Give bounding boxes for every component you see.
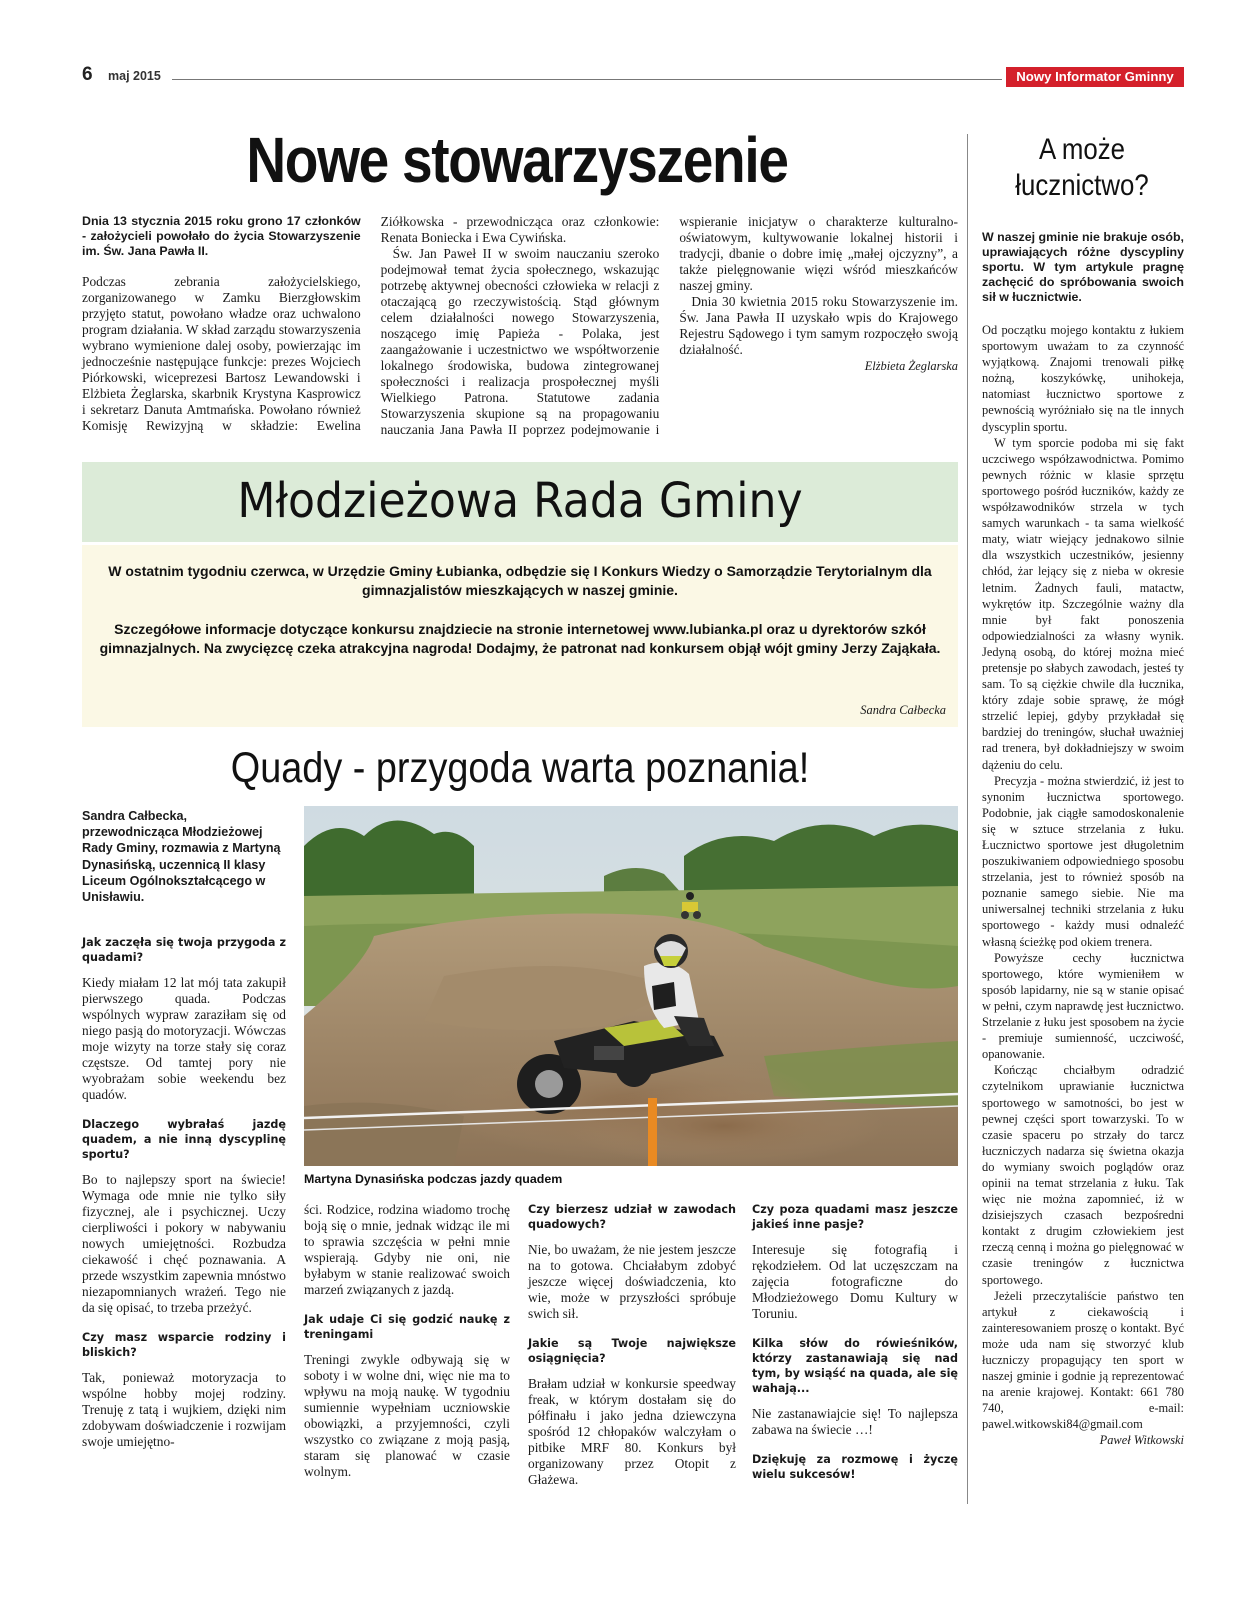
interview-answer: Nie zastanawiajcie się! To najlepsza zabawa na świecie …! (752, 1406, 958, 1437)
interview-question: Jak udaje Ci się godzić naukę z treningami (304, 1313, 510, 1341)
interview-answer: Interesuje się fotografią i rękodziełem. Od lat uczęszczam na zajęcia fotograficzne do Młodzieżowego Domu Kultury w Toruniu. (752, 1242, 958, 1321)
interview-column (82, 935, 286, 1450)
interview-answer: Kiedy miałam 12 lat mój tata zakupił pierwszego quada. Podczas wspólnych wypraw zaraziłam się od niego pasją do motoryzacji. Wówczas moje wizyty na torze stały się coraz częstsze. Od tamtej pory nie wyobrażam sobie weekendu bez quadów. (82, 975, 286, 1102)
interview-question: Kilka słów do rówieśników, którzy zastanawiają się nad tym, by wsiąść na quada, ale się wahają... (752, 1337, 958, 1395)
quad-photo (304, 806, 958, 1166)
sidebar-divider (967, 134, 968, 1504)
youth-council-title: Młodzieżowa Rada Gminy (237, 473, 803, 529)
interview-answer: Bo to najlepszy sport na świecie! Wymaga ode mnie nie tylko siły fizycznej, ale i psychicznej. Uczy cierpliwości i pokory w nabywaniu nowych umiejętności. Rozbudza ciekawość i chęć poznawania. A przede wszystkim zapewnia mnóstwo niezapomnianych wrażeń. Tego nie da się opisać, to trzeba przeżyć. (82, 1172, 286, 1315)
interview-closing: Dziękuję za rozmowę i życzę wielu sukcesów! (752, 1453, 958, 1481)
sidebar-title-line: A może (1038, 133, 1126, 166)
interview-column (528, 1202, 736, 1488)
sidebar-paragraph: Powyższe cechy łucznictwa sportowego, które wymieniłem w sposób lapidarny, nie są w stanie opisać w pełni, czym naprawdę jest łucznictwo. Strzelanie z łuku jest sposobem na życie - premiuje sumienność, uczciwość, opanowanie. (982, 950, 1184, 1062)
interview-question: Dlaczego wybrałaś jazdę quadem, a nie inną dyscyplinę sportu? (82, 1118, 286, 1161)
sidebar-paragraph: Jeżeli przeczytaliście państwo ten artykuł z ciekawością i zainteresowaniem proszę o kontakt. Być może uda nam się stworzyć klub łuczniczy propagujący ten sport w naszej gminie i godnie ją reprezentować na arenie krajowej. Kontakt: 661 780 740, e-mail: pawel.witkowski84@gmail.com (982, 1288, 1184, 1432)
article-title: Nowe stowarzyszenie (246, 124, 788, 196)
photo-caption: Martyna Dynasińska podczas jazdy quadem (304, 1172, 563, 1186)
youth-council-signature: Sandra Całbecka (860, 703, 946, 717)
page-number: 6 (82, 64, 93, 85)
sidebar-paragraph: W tym sporcie podoba mi się fakt uczciwego współzawodnictwa. Pomimo pewnych różnic w klasie sprzętu sportowego pośród łuczników, każdy ze współzawodników strzela w tych samych warunkach - ta sama wielkość maty, wiatr wiejący jednakowo silnie dla wszystkich uczestników, jesienny chłód, żar lejący się z nieba w okresie letnim. Żadnych fauli, matactw, wykrętów itp. Szczególnie ważny dla mnie był fakt ponoszenia odpowiedzialności za własny wynik. Jedyną osobą, do której można mieć pretensje po słabych zawodach, jesteś ty sam. To są ciężkie chwile dla łucznika, który zdaje sobie sprawę, że mógł strzelić lepiej, gdyby przykładał się bardziej do treningów, słuchał uważniej rad trenera, był dokładniejszy w swoim dążeniu do celu. (982, 435, 1184, 772)
interview-question: Czy poza quadami masz jeszcze jakieś inne pasje? (752, 1203, 958, 1231)
quads-intro: Sandra Całbecka, przewodnicząca Młodzieżowej Rady Gminy, rozmawia z Martyną Dynasińską, uczennicą II klasy Liceum Ogólnokształcącego w Unisławiu. (82, 809, 281, 905)
sidebar-body (982, 322, 1184, 1449)
article-paragraph: Podczas zebrania założycielskiego, zorganizowanego w Zamku Bierzgłowskim przyjęto statut, powołano władze oraz uchwalono program działania. W skład zarządu stowarzyszenia wybrano wymienione dalej osoby, powierzając im jednocześnie następujące funkcje: prezes Wojciech Piórkowski, wiceprezesi Bartosz Lewandowski i Elżbieta Żeglarska, skarbnik Krystyna Kasprowicz i sekretarz Danuta Amtmańska. Powołano również Komisję Rewizyjną w składzie: Ewelina Ziółkowska - przewodnicząca oraz członkowie: Renata Boniecka i Ewa Cywińska. (82, 214, 660, 433)
interview-column (752, 1202, 958, 1492)
youth-council-paragraph: Szczegółowe informacje dotyczące konkursu znajdziecie na stronie internetowej www.lubianka.pl oraz u dyrektorów szkół gimnazjalnych. Na zwycięzcę czeka atrakcyjna nagroda! Dodajmy, że patronat nad konkursem objął wójt gminy Jerzy Zająkała. (99, 621, 941, 656)
interview-question: Jak zaczęła się twoja przygoda z quadami? (82, 936, 286, 964)
sidebar-title (996, 132, 1168, 204)
article-signature: Elżbieta Żeglarska (864, 359, 958, 373)
interview-answer: Treningi zwykle odbywają się w soboty i w wolne dni, więc nie ma to wpływu na moją naukę. W tygodniu sumiennie wypełniam uczniowskie obowiązki, a przyjemności, czyli wszystko co związane z moją pasją, staram się planować w czasie wolnym. (304, 1352, 510, 1479)
sidebar-title-line: łucznictwo? (1015, 169, 1149, 202)
article-paragraph: Św. Jan Paweł II w swoim nauczaniu szeroko podejmował temat życia społecznego, wskazując potrzebę aktywnej obecności człowieka w relacji z otaczającą go rzeczywistością. Stąd głównym celem działalności nowego Stowarzyszenia, noszącego imię Papieża - Polaka, jest zaangażowanie i uczestnictwo we współtworzenie lokalnego środowiska, budowa zintegrowanej społeczności i realizacja prospołecznej myśli Wielkiego Patrona. Statutowe zadania Stowarzyszenia skupione są na propagowaniu nauczania Jana Pawła II poprzez podejmowanie i wspieranie inicjatyw o charakterze kulturalno-oświatowym, kultywowanie lokalnej historii i tradycji, dbanie o dobre imię „małej ojczyzny”, a także pielęgnowanie więzi wśród mieszkańców naszej gminy. (380, 214, 958, 437)
interview-column (304, 1202, 510, 1480)
sidebar-signature: Paweł Witkowski (1099, 1433, 1184, 1448)
interview-question: Czy masz wsparcie rodziny i bliskich? (82, 1331, 286, 1359)
sidebar-paragraph: Kończąc chciałbym odradzić czytelnikom uprawianie łucznictwa sportowego w samotności, bo jest w pewnej części sport towarzyski. To w czasie spaceru po strzały do tarcz łuczniczych nadarza się świetna okazja do wymiany swoich poglądów oraz opinii na temat strzelania z łuku. Tak więc nie można zapomnieć, iż w dzisiejszych czasach bezpośredni kontakt z drugim człowiekiem jest rzeczą cenną i można go pielęgnować w czasie treningów z łucznictwa sportowego. (982, 1063, 1184, 1287)
youth-council-paragraph: W ostatnim tygodniu czerwca, w Urzędzie Gminy Łubianka, odbędzie się I Konkurs Wiedzy o Samorządzie Terytorialnym dla gimnazjalistów mieszkających w naszej gminie. (108, 563, 932, 598)
article-body (82, 214, 958, 444)
interview-answer: ści. Rodzice, rodzina wiadomo trochę boją się o mnie, jednak widząc ile mi to sprawia szczęścia w pełni mnie wspierają. Gdyby nie oni, nie byłabym w stanie realizować swoich marzeń związanych z jazdą. (304, 1202, 510, 1297)
quad-photo-scene (304, 806, 958, 1166)
sidebar-lead: W naszej gminie nie brakuje osób, uprawiających różne dyscypliny sportu. W tym artykule pragnę zachęcić do spróbowania swoich sił w łucznictwie. (982, 230, 1184, 304)
issue-date: maj 2015 (108, 69, 161, 83)
publication-badge: Nowy Informator Gminny (1006, 67, 1184, 87)
interview-answer: Brałam udział w konkursie speedway freak, w którym dostałam się do półfinału i jako jedna dziewczyna spośród 12 chłopaków walczyłam o pitbike MRF 80. Konkurs był organizowany przez Otopit z Głażewa. (528, 1376, 736, 1487)
youth-council-text (92, 562, 948, 658)
article-lead: Dnia 13 stycznia 2015 roku grono 17 członków - założycieli powołało do życia Stowarzyszenie im. Św. Jana Pawła II. (82, 214, 361, 258)
interview-question: Czy bierzesz udział w zawodach quadowych? (528, 1203, 736, 1231)
fence-post (648, 1098, 657, 1166)
header-rule (172, 79, 1002, 80)
quads-title: Quady - przygoda warta poznania! (230, 744, 810, 792)
sidebar-paragraph: Precyzja - można stwierdzić, iż jest to synonim łucznictwa sportowego. Podobnie, jak ciągłe samodoskonalenie się w sztuce strzelania z łuku. Łucznictwo sportowe jest długoletnim poszukiwaniem odpowiedniego sposobu strzelania, jest to również sposób na poznanie samego siebie. Nie ma uniwersalnej techniki strzelania z łuku sportowego - każdy musi odnaleźć własną ścieżkę pod okiem trenera. (982, 773, 1184, 949)
interview-question: Jakie są Twoje największe osiągnięcia? (528, 1337, 736, 1365)
sidebar-paragraph: Od początku mojego kontaktu z łukiem sportowym uważam to za czynność wyjątkową. Znajomi trenowali piłkę nożną, koszykówkę, unihokeja, natomiast łucznictwo sportowe z pewnością wyróżniało się na tle innych dyscyplin sportu. (982, 323, 1184, 434)
article-paragraph: Dnia 30 kwietnia 2015 roku Stowarzyszenie im. Św. Jana Pawła II uzyskało wpis do Krajowego Rejestru Sądowego i tym samym rozpoczęło swoją działalność. (679, 294, 958, 357)
interview-answer: Tak, ponieważ motoryzacja to wspólne hobby mojej rodziny. Trenuję z tatą i wujkiem, dzięki nim zdobywam doświadczenie i rozwijam swoje umiejętno- (82, 1370, 286, 1449)
interview-answer: Nie, bo uważam, że nie jestem jeszcze na to gotowa. Chciałabym zdobyć jeszcze więcej doświadczenia, kto wie, może w przyszłości spróbuje swich sił. (528, 1242, 736, 1321)
